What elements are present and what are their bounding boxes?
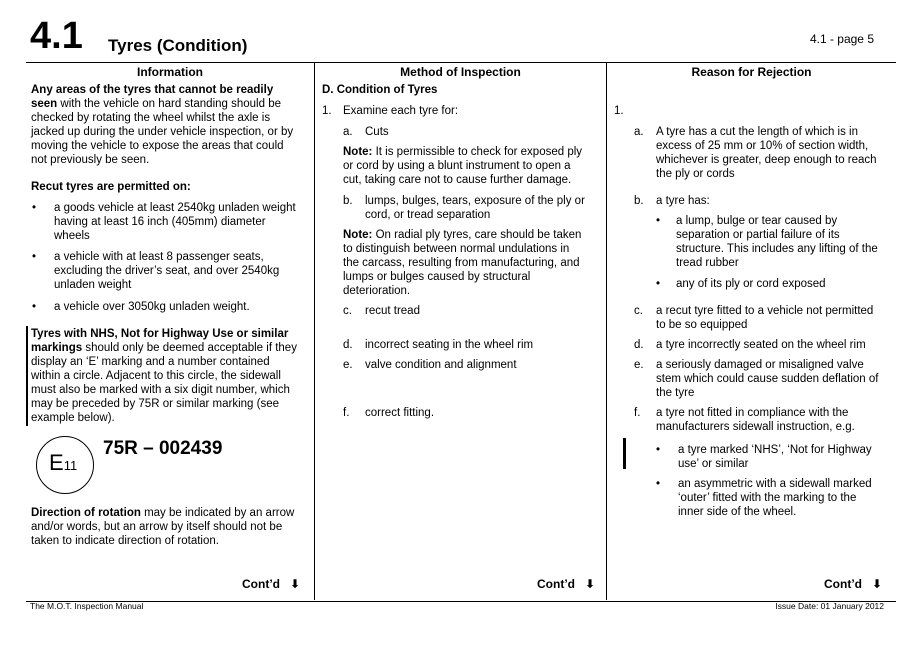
bullet-dot: • [32,251,37,263]
bullet-dot: • [656,478,661,490]
arrow-down-icon: ⬇ [872,577,883,591]
footer-manual-title: The M.O.T. Inspection Manual [30,601,144,611]
list-item: a lump, bulge or tear caused by separation or partial failure of its structure. This includes any lifting of the tread rubber [676,215,878,269]
list-item: an asymmetric with a sidewall marked ‘outer’ fitted with the marking to the inner side of the wheel. [678,478,872,518]
reason-item-a: A tyre has a cut the length of which is in excess of 25 mm or 10% of section width, whichever is greater, deep enough to reach the ply or cords [656,126,877,180]
item-number: 1. [322,105,332,117]
info-paragraph-rotation: Direction of rotation may be indicated by an arrow and/or words, but an arrow by itself should not be taken to indicate direction of rotation. [31,507,295,547]
column-heading-information: Information [137,65,203,79]
change-bar [623,438,626,469]
method-item-f: correct fitting. [365,407,435,419]
approval-code: 75R – 002439 [103,438,223,459]
page-reference: 4.1 - page 5 [809,32,874,46]
list-item: a tyre marked ‘NHS’, ‘Not for Highway use’ or similar [678,444,872,470]
item-letter: b. [343,195,353,207]
reason-item-e: a seriously damaged or misaligned valve stem which could cause sudden deflation of the tyre [656,359,879,399]
continued-label: Cont’d ⬇ [537,577,596,591]
method-item-b: lumps, bulges, tears, exposure of the ply or cord, or tread separation [365,195,585,221]
change-bar [26,326,28,426]
item-letter: b. [634,195,644,207]
section-number: 4.1 [30,15,83,57]
method-item-a: Cuts [365,126,389,138]
reason-item-d: a tyre incorrectly seated on the wheel rim [656,339,866,351]
footer-issue-date: Issue Date: 01 January 2012 [775,601,884,611]
item-letter: c. [343,305,352,317]
arrow-down-icon: ⬇ [290,577,301,591]
column-divider [606,62,607,600]
item-number: 1. [614,105,624,117]
column-divider [314,62,315,600]
bullet-dot: • [32,301,37,313]
method-item-1: Examine each tyre for: [343,105,459,117]
info-paragraph-nhs: Tyres with NHS, Not for Highway Use or similar markings should only be deemed acceptable if they display an ‘E’ marking and a number contained within a circle. Adjacent to this circle, the sidewall must also be marked with a six digit number, which may be preceded by 75R or similar marking (see example below). [31,328,297,424]
method-note-radial: Note: On radial ply tyres, care should be taken to distinguish between normal undulations in the carcass, resulting from manufacturing, and lumps or bulges caused by structural deterioration. [343,229,582,297]
column-heading-method: Method of Inspection [400,65,521,79]
reason-item-b: a tyre has: [656,195,710,207]
method-note-cuts: Note: It is permissible to check for exposed ply or cord by using a blunt instrument to open a cut, taking care not to cause further damage. [343,146,583,186]
item-letter: d. [343,339,353,351]
item-letter: a. [634,126,644,138]
bullet-dot: • [32,202,37,214]
method-heading: D. Condition of Tyres [322,84,438,96]
arrow-down-icon: ⬇ [585,577,596,591]
bullet-dot: • [656,215,661,227]
list-item: a vehicle with at least 8 passenger seats, excluding the driver’s seat, and over 2540kg unladen weight [54,251,280,291]
continued-label: Cont’d ⬇ [824,577,883,591]
section-title: Tyres (Condition) [108,36,248,55]
item-letter: f. [343,407,350,419]
column-heading-reason: Reason for Rejection [691,65,812,79]
continued-label: Cont’d ⬇ [242,577,301,591]
item-letter: d. [634,339,644,351]
reason-item-c: a recut tyre fitted to a vehicle not permitted to be so equipped [656,305,874,331]
item-letter: c. [634,305,643,317]
method-item-c: recut tread [365,305,420,317]
item-letter: e. [343,359,353,371]
item-letter: e. [634,359,644,371]
e-mark: E11 [49,450,78,475]
bullet-dot: • [656,278,661,290]
method-item-d: incorrect seating in the wheel rim [365,339,534,351]
item-letter: a. [343,126,353,138]
list-item: a goods vehicle at least 2540kg unladen weight having at least 16 inch (405mm) diameter wheels [54,202,296,242]
recut-heading: Recut tyres are permitted on: [31,181,191,193]
item-letter: f. [634,407,641,419]
info-paragraph-unseen-areas: Any areas of the tyres that cannot be readily seen with the vehicle on hard standing should be checked by rotating the wheel whilst the axle is jacked up during the under vehicle inspection, or by moving the vehicle to expose the areas that could not previously be seen. [31,84,294,166]
method-item-e: valve condition and alignment [365,359,517,371]
list-item: any of its ply or cord exposed [676,278,826,290]
list-item: a vehicle over 3050kg unladen weight. [54,301,250,313]
reason-item-f: a tyre not fitted in compliance with the manufacturers sidewall instruction, e.g. [656,407,855,433]
bullet-dot: • [656,444,661,456]
